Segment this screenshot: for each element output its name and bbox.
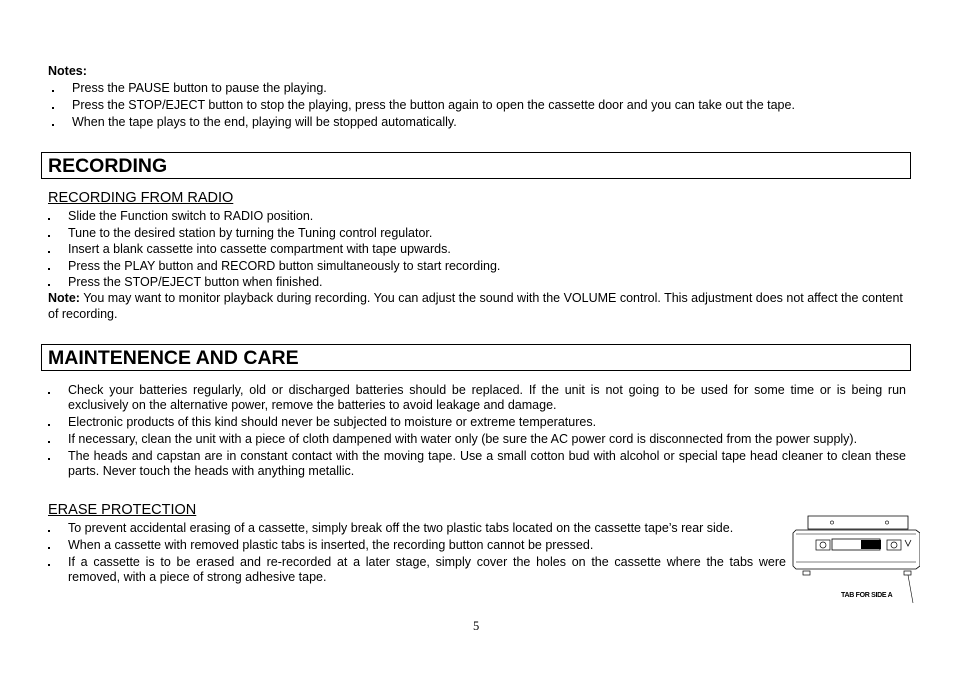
list-item: If a cassette is to be erased and re-recorded at a later stage, simply cover the holes on the cassette where the tabs were removed, with a piece of strong adhesive tape. (68, 555, 786, 584)
tab-for-side-a-label: TAB FOR SIDE A (841, 592, 893, 599)
recording-from-radio-heading: RECORDING FROM RADIO (48, 190, 234, 206)
list-item: If necessary, clean the unit with a piece of cloth dampened with water only (be sure the AC power cord is disconnected from the power supply). (68, 432, 906, 447)
list-item: Insert a blank cassette into cassette compartment with tape upwards. (68, 242, 908, 257)
notes-title: Notes: (48, 64, 87, 78)
list-item: Press the STOP/EJECT button to stop the playing, press the button again to open the cassette door and you can take out the tape. (72, 98, 932, 113)
erase-protection-list (68, 521, 786, 587)
recording-steps-list (68, 209, 908, 292)
maintenance-section-header (41, 344, 911, 371)
note-label: Note: (48, 291, 80, 305)
section-title: MAINTENENCE AND CARE (48, 347, 299, 369)
list-item: Check your batteries regularly, old or discharged batteries should be replaced. If the unit is not going to be used for some time or is being run exclusively on the alternative power, remove the batteries to avoid leakage and damage. (68, 383, 906, 412)
note-text: You may want to monitor playback during recording. You can adjust the sound with the VOLUME control. This adjustment does not affect the content of recording. (48, 291, 903, 321)
page-number: 5 (473, 619, 480, 633)
recording-section-header (41, 152, 911, 179)
recording-note (48, 290, 908, 322)
list-item: Electronic products of this kind should never be subjected to moisture or extreme temperatures. (68, 415, 906, 430)
erase-protection-heading: ERASE PROTECTION (48, 502, 197, 518)
notes-list (72, 81, 932, 132)
list-item: Press the STOP/EJECT button when finished. (68, 275, 908, 290)
list-item: Tune to the desired station by turning the Tuning control regulator. (68, 226, 908, 241)
list-item: Slide the Function switch to RADIO position. (68, 209, 908, 224)
list-item: To prevent accidental erasing of a cassette, simply break off the two plastic tabs located on the cassette tape’s rear side. (68, 521, 786, 536)
list-item: Press the PAUSE button to pause the playing. (72, 81, 932, 96)
list-item: Press the PLAY button and RECORD button simultaneously to start recording. (68, 259, 908, 274)
maintenance-list (68, 383, 906, 481)
list-item: When a cassette with removed plastic tabs is inserted, the recording button cannot be pressed. (68, 538, 786, 553)
section-title: RECORDING (48, 155, 168, 177)
list-item: The heads and capstan are in constant contact with the moving tape. Use a small cotton bud with alcohol or special tape head cleaner to clean these parts. Never touch the heads with anything metallic. (68, 449, 906, 478)
list-item: When the tape plays to the end, playing will be stopped automatically. (72, 115, 932, 130)
